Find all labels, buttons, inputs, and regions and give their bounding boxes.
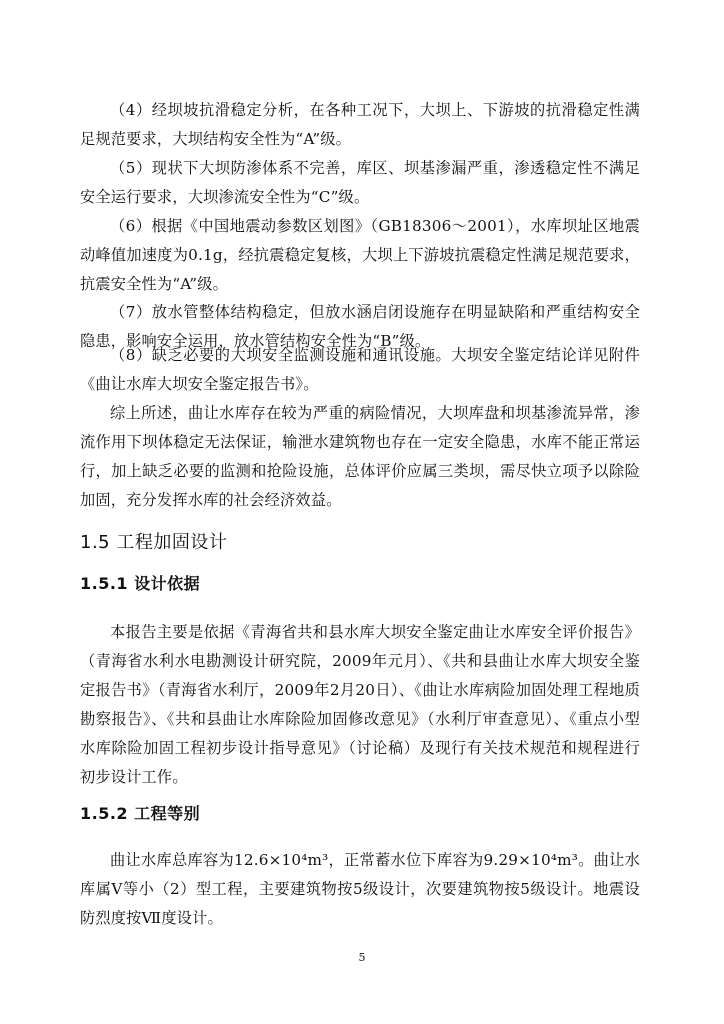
section-heading-1-5-2: 1.5.2 工程等别 <box>80 804 201 823</box>
paragraph-summary: 综上所述，曲让水库存在较为严重的病险情况，大坝库盘和坝基渗流异常，渗流作用下坝体稳定无法保证，输泄水建筑物也存在一定安全隐患，水库不能正常运行，加上缺乏必要的监测和抢险设施，总体评价应属三类坝，需尽快立项予以除险加固，充分发挥水库的社会经济效益。 <box>80 404 640 509</box>
paragraph-item-7: （7）放水管整体结构稳定，但放水涵启闭设施存在明显缺陷和严重结构安全隐患，影响安全运用，放水管结构安全性为“B”级。 <box>80 303 640 350</box>
paragraph-design-basis: 本报告主要是依据《青海省共和县水库大坝安全鉴定曲让水库安全评价报告》（青海省水利水电勘测设计研究院，2009年元月）、《共和县曲让水库大坝安全鉴定报告书》（青海省水利厅，2009年2月20日）、《曲让水库病险加固处理工程地质勘察报告》、《共和县曲让水库除险加固修改意见》（水利厅审查意见）、《重点小型水库除险加固工程初步设计指导意见》（讨论稿）及现行有关技术规范和规程进行初步设计工作。 <box>80 623 640 786</box>
paragraph-item-8: （8）缺乏必要的大坝安全监测设施和通讯设施。大坝安全鉴定结论详见附件《曲让水库大坝安全鉴定报告书》。 <box>80 346 640 393</box>
paragraph-item-5: （5）现状下大坝防渗体系不完善，库区、坝基渗漏严重，渗透稳定性不满足安全运行要求，大坝渗流安全性为“C”级。 <box>80 159 640 206</box>
paragraph-item-4: （4）经坝坡抗滑稳定分析，在各种工况下，大坝上、下游坡的抗滑稳定性满足规范要求，大坝结构安全性为“A”级。 <box>80 101 640 148</box>
paragraph-item-6: （6）根据《中国地震动参数区划图》（GB18306～2001），水库坝址区地震动峰值加速度为0.1g，经抗震稳定复核，大坝上下游坡抗震稳定性满足规范要求，抗震安全性为“A”级。 <box>80 217 640 293</box>
paragraph-project-grade: 曲让水库总库容为12.6×10⁴m³，正常蓄水位下库容为9.29×10⁴m³。曲让水库属Ⅴ等小（2）型工程，主要建筑物按5级设计，次要建筑物按5级设计。地震设防烈度按Ⅶ度设计。 <box>80 851 640 927</box>
section-heading-1-5: 1.5 工程加固设计 <box>80 532 228 553</box>
page-number: 5 <box>358 951 366 964</box>
section-heading-1-5-1: 1.5.1 设计依据 <box>80 574 201 593</box>
